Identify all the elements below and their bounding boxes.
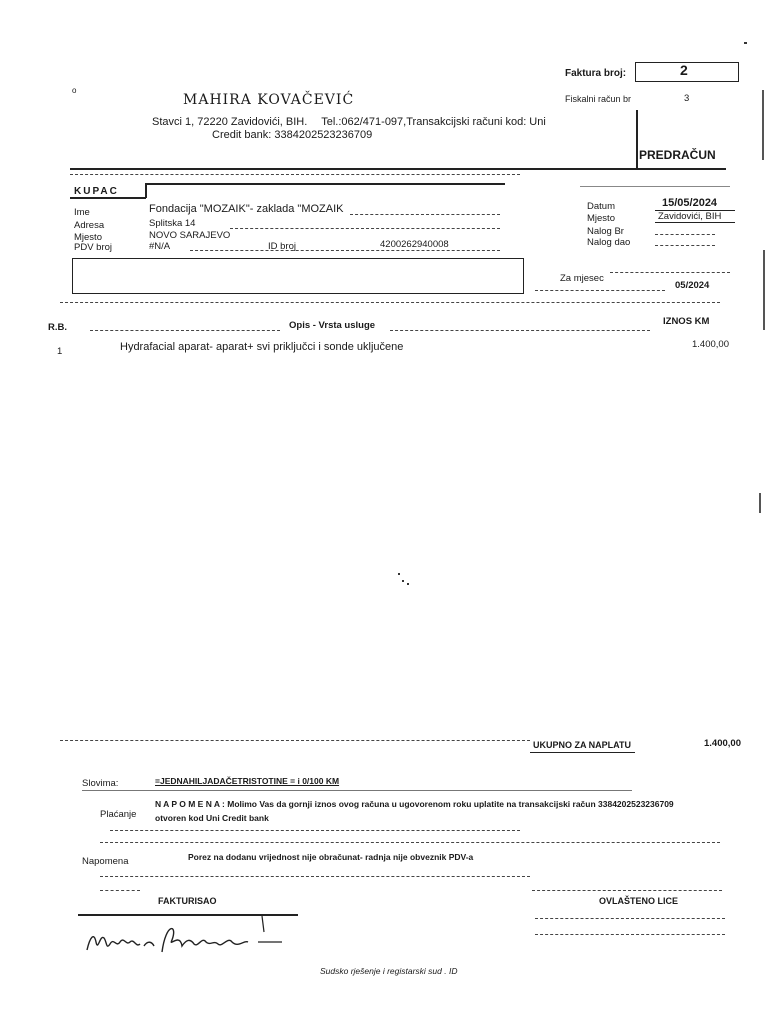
buyer-vat-label: PDV broj xyxy=(74,242,113,253)
totals-label: UKUPNO ZA NAPLATU xyxy=(533,740,631,750)
handwritten-signature xyxy=(82,912,282,962)
buyer-name-underline xyxy=(350,214,500,215)
fiscal-label: Fiskalni račun br xyxy=(565,94,632,104)
payment-note-line2: otvoren kod Uni Credit bank xyxy=(155,813,269,823)
row-amount: 1.400,00 xyxy=(692,339,729,350)
signature-dash-top xyxy=(100,890,140,891)
buyer-name-value: Fondacija "MOZAIK"- zaklada "MOZAIK xyxy=(149,203,344,215)
buyer-name-label: Ime xyxy=(74,207,90,218)
buyer-vat-value: #N/A xyxy=(149,241,171,252)
scan-edge-mark xyxy=(762,90,764,160)
scan-edge-mark xyxy=(744,42,747,44)
scan-speck xyxy=(407,583,409,585)
table-header-description: Opis - Vrsta usluge xyxy=(289,320,376,331)
issued-by-label: FAKTURISAO xyxy=(158,896,217,906)
order-by-line xyxy=(655,245,715,246)
phone-account-line: Tel.:062/471-097,Transakcijski računi kod: Uni xyxy=(321,116,546,128)
invoice-number-value: 2 xyxy=(680,62,688,78)
totals-dash xyxy=(60,740,530,741)
date-value: 15/05/2024 xyxy=(662,197,718,209)
section-divider xyxy=(60,302,720,303)
note-box xyxy=(72,258,524,294)
scan-speck xyxy=(398,573,400,575)
totals-value: 1.400,00 xyxy=(704,738,741,749)
order-by-label: Nalog dao xyxy=(587,237,631,248)
header-bracket-vertical xyxy=(636,110,638,168)
payment-label: Plaćanje xyxy=(100,809,137,820)
order-number-label: Nalog Br xyxy=(587,226,624,237)
corner-mark: o xyxy=(72,86,77,95)
date-label: Datum xyxy=(587,201,615,212)
bank-line: Credit bank: 3384202523236709 xyxy=(212,129,373,141)
month-value: 05/2024 xyxy=(675,280,710,291)
signature-dash-right-top xyxy=(532,890,722,891)
buyer-address-label: Adresa xyxy=(74,220,105,231)
buyer-id-label: ID broj xyxy=(268,241,296,252)
payment-note-line1: N A P O M E N A : Molimo Vas da gornji iznos ovog računa u ugovorenom roku uplatite na transakcijski račun 3384202523236709 xyxy=(155,799,674,809)
company-address xyxy=(152,116,546,128)
remark-value: Porez na dodanu vrijednost nije obračunat- radnja nije obveznik PDV-a xyxy=(188,852,474,862)
signature-dash-right-mid xyxy=(535,918,725,919)
order-number-line xyxy=(655,234,715,235)
buyer-bracket-top xyxy=(145,183,505,185)
scan-speck xyxy=(402,580,404,582)
month-label: Za mjesec xyxy=(560,273,604,284)
month-dash-left xyxy=(535,290,665,291)
signature-scribble-icon xyxy=(82,912,282,962)
place-value: Zavidovići, BIH xyxy=(658,211,722,222)
invoice-number-label: Faktura broj: xyxy=(565,68,627,79)
words-rule xyxy=(82,790,632,791)
court-registration-text: Sudsko rješenje i registarski sud . ID xyxy=(320,966,458,976)
row-description: Hydrafacial aparat- aparat+ svi priključci i sonde uključene xyxy=(120,341,404,353)
totals-underline xyxy=(530,752,635,753)
row-rb: 1 xyxy=(57,346,63,357)
fiscal-value: 3 xyxy=(684,93,690,104)
payment-dash-2 xyxy=(100,842,720,843)
address-line: Stavci 1, 72220 Zavidovići, BIH. xyxy=(152,116,308,128)
authorized-label: OVLAŠTENO LICE xyxy=(599,896,679,906)
document-type: PREDRAČUN xyxy=(639,148,716,162)
buyer-city-label: Mjesto xyxy=(74,232,102,243)
place-label: Mjesto xyxy=(587,213,615,224)
header-rule-dashed xyxy=(70,174,520,175)
buyer-address-underline xyxy=(230,228,500,229)
scan-edge-mark xyxy=(763,250,765,330)
buyer-bracket-vertical xyxy=(145,183,147,198)
buyer-vat-underline xyxy=(190,250,500,251)
place-underline xyxy=(655,222,735,223)
buyer-address-value: Splitska 14 xyxy=(149,218,196,229)
signature-dash-right-bottom xyxy=(535,934,725,935)
header-rule xyxy=(70,168,726,170)
words-label: Slovima: xyxy=(82,778,119,789)
company-name: MAHIRA KOVAČEVIĆ xyxy=(183,92,355,108)
table-header-rb: R.B. xyxy=(48,322,67,333)
words-value: =JEDNAHILJADAČETRISTOTINE = i 0/100 KM xyxy=(155,776,340,786)
remark-dash xyxy=(100,876,530,877)
scan-edge-mark xyxy=(759,493,761,513)
buyer-id-value: 4200262940008 xyxy=(380,239,449,250)
payment-dash-1 xyxy=(110,830,520,831)
remark-label: Napomena xyxy=(82,856,129,867)
table-header-amount: IZNOS KM xyxy=(663,316,710,327)
month-dash-top xyxy=(610,272,730,273)
table-header-dash-right xyxy=(390,330,650,331)
buyer-city-value: NOVO SARAJEVO xyxy=(149,230,231,241)
buyer-section-label: KUPAC xyxy=(74,186,119,197)
table-header-dash-left xyxy=(90,330,280,331)
buyer-rule xyxy=(70,197,146,199)
meta-rule xyxy=(580,186,730,187)
